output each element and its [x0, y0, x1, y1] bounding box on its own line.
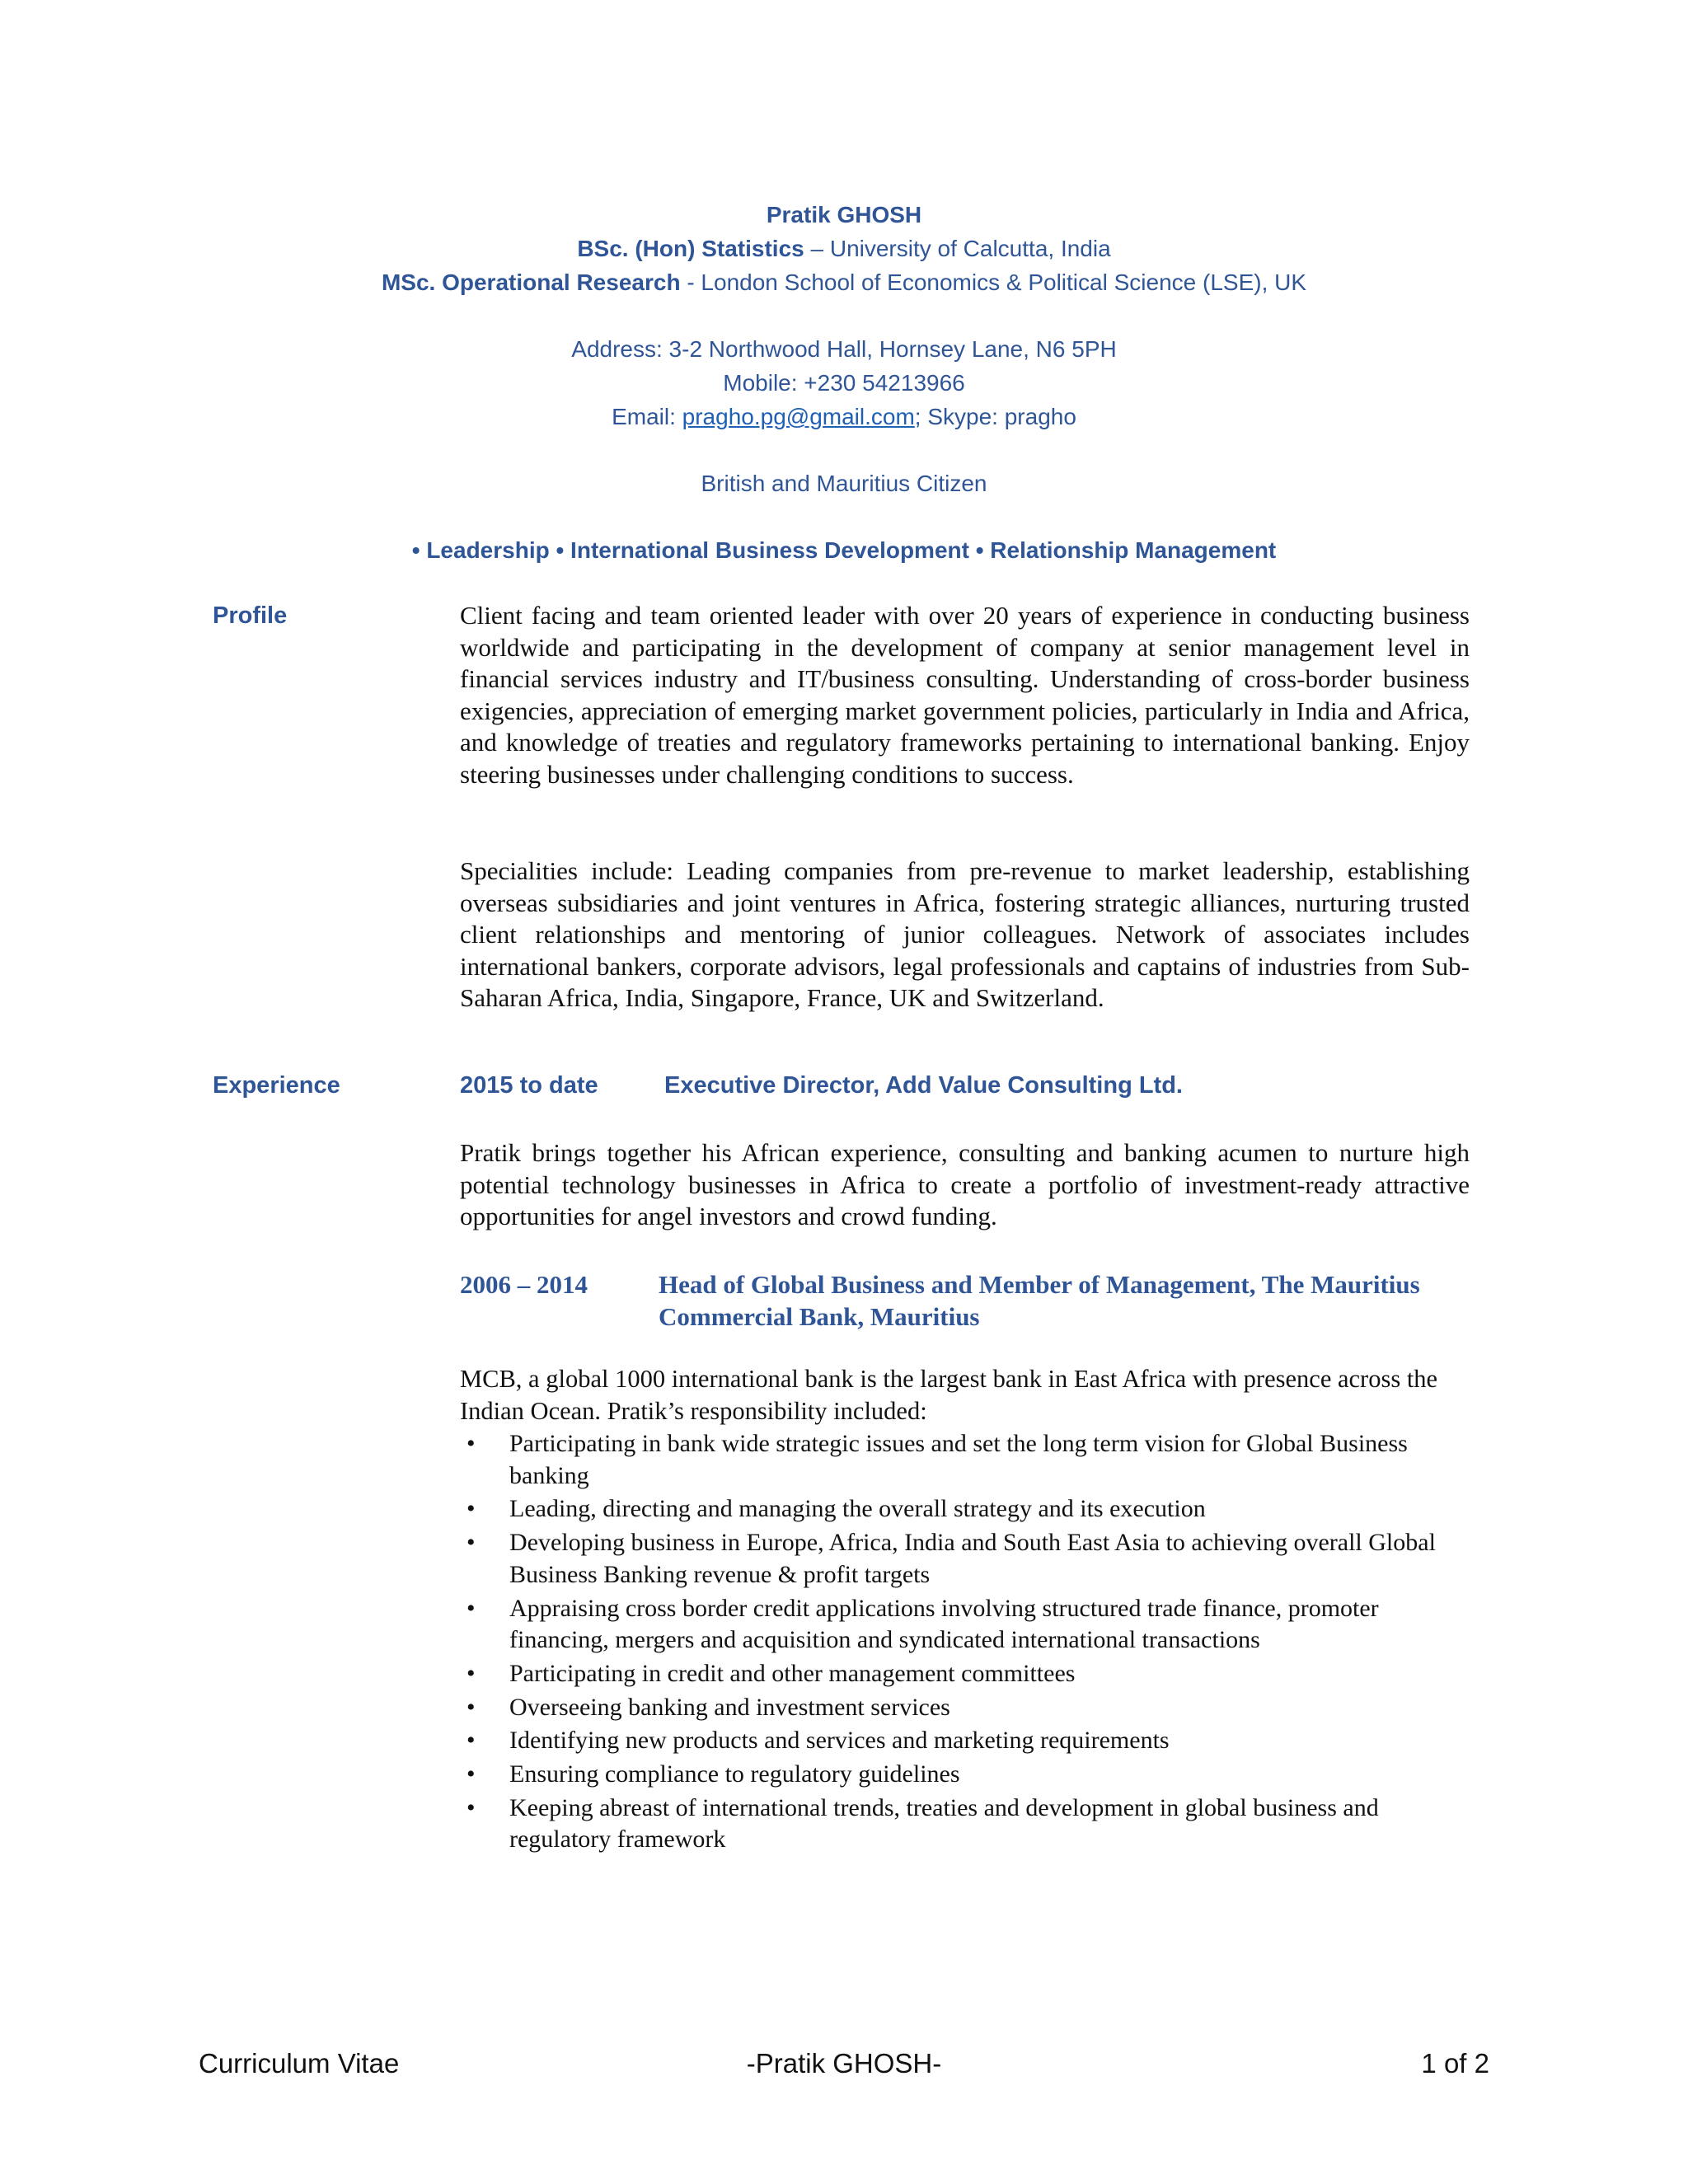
profile-paragraph-2: Specialities include: Leading companies from pre-revenue to market leadership, establishing overseas subsidiaries and joint ventures in Africa, fostering strategic alliances, nurturing trusted client relationships and mentoring of junior colleagues. Network of associates includes international bankers, corporate advisors, legal professionals and captains of industries from Sub-Saharan Africa, India, Singapore, France, UK and Switzerland. [460, 856, 1470, 1013]
footer-center: -Pratik GHOSH- [746, 2048, 942, 2079]
key-skills: • Leadership • International Business Development • Relationship Management [411, 537, 1277, 563]
list-item: • Identifying new products and services and marketing requirements [460, 1725, 1474, 1757]
mobile: Mobile: +230 54213966 [723, 370, 965, 396]
footer-left: Curriculum Vitae [199, 2048, 400, 2079]
list-item: • Developing business in Europe, Africa, India and South East Asia to achieving overall Global Business Banking revenue & profit targets [467, 1529, 1436, 1588]
job2-title: Head of Global Business and Member of Management, The Mauritius Commercial Bank, Mauritius [659, 1270, 1420, 1331]
job1-title: Executive Director, Add Value Consulting Ltd. [664, 1072, 1183, 1099]
list-item: • Keeping abreast of international trends, treaties and development in global business and regulatory framework [467, 1793, 1379, 1854]
bullet-icon: • [467, 1495, 476, 1523]
degree-bsc-title: BSc. (Hon) Statistics [577, 236, 804, 261]
job1-period: 2015 to date [460, 1072, 598, 1099]
list-item: • Ensuring compliance to regulatory guidelines [460, 1759, 1474, 1791]
bullet-icon: • [467, 1693, 476, 1721]
list-item: • Appraising cross border credit applications involving structured trade finance, promoter financing, mergers and acquisition and syndicated international transactions [467, 1594, 1379, 1654]
degree-msc-title: MSc. Operational Research [381, 269, 681, 295]
profile-paragraph-1: Client facing and team oriented leader with over 20 years of experience in conducting business worldwide and participating in the development of company at senior management level in financial services industry and IT/business consulting. Understanding of cross-border business exigencies, appreciation of emerging market government policies, particularly in India and Africa, and knowledge of treaties and regulatory frameworks pertaining to international banking. Enjoy steering businesses under challenging conditions to success. [460, 601, 1470, 789]
bullet-icon: • [467, 1793, 476, 1821]
citizenship: British and Mauritius Citizen [701, 471, 987, 496]
degree-msc [0, 265, 1688, 299]
list-item: • Participating in bank wide strategic issues and set the long term vision for Global Business banking [467, 1430, 1408, 1489]
list-item: • Participating in credit and other management committees [460, 1658, 1474, 1690]
skype: ; Skype: pragho [914, 404, 1076, 429]
email-link[interactable]: pragho.pg@gmail.com [682, 404, 915, 429]
section-label-profile: Profile [213, 602, 288, 629]
bullet-icon: • [467, 1430, 476, 1457]
email-label: Email: [612, 404, 682, 429]
bullet-icon: • [467, 1529, 476, 1557]
candidate-name: Pratik GHOSH [766, 202, 922, 227]
address: Address: 3-2 Northwood Hall, Hornsey Lane, N6 5PH [571, 336, 1117, 362]
section-label-experience: Experience [213, 1072, 340, 1099]
contact-line [0, 400, 1688, 434]
job2-responsibilities [460, 1428, 1474, 1858]
job1-description: Pratik brings together his African experience, consulting and banking acumen to nurture high potential technology businesses in Africa to create a portfolio of investment-ready attractive opportunities for angel investors and crowd funding. [460, 1138, 1470, 1231]
job2-description: MCB, a global 1000 international bank is the largest bank in East Africa with presence across the Indian Ocean. Pratik’s responsibility included: [460, 1365, 1438, 1425]
bullet-icon: • [467, 1594, 476, 1622]
bullet-icon: • [467, 1659, 476, 1687]
list-item: • Overseeing banking and investment services [460, 1692, 1474, 1724]
footer-page-number: 1 of 2 [1421, 2048, 1489, 2079]
bullet-icon: • [467, 1760, 476, 1788]
list-item: • Leading, directing and managing the overall strategy and its execution [460, 1493, 1474, 1526]
degree-bsc-institution: – University of Calcutta, India [804, 236, 1111, 261]
bullet-icon: • [467, 1727, 476, 1755]
job2-period: 2006 – 2014 [460, 1270, 588, 1299]
degree-msc-institution: - London School of Economics & Political Science (LSE), UK [680, 269, 1307, 295]
degree-bsc [0, 232, 1688, 265]
